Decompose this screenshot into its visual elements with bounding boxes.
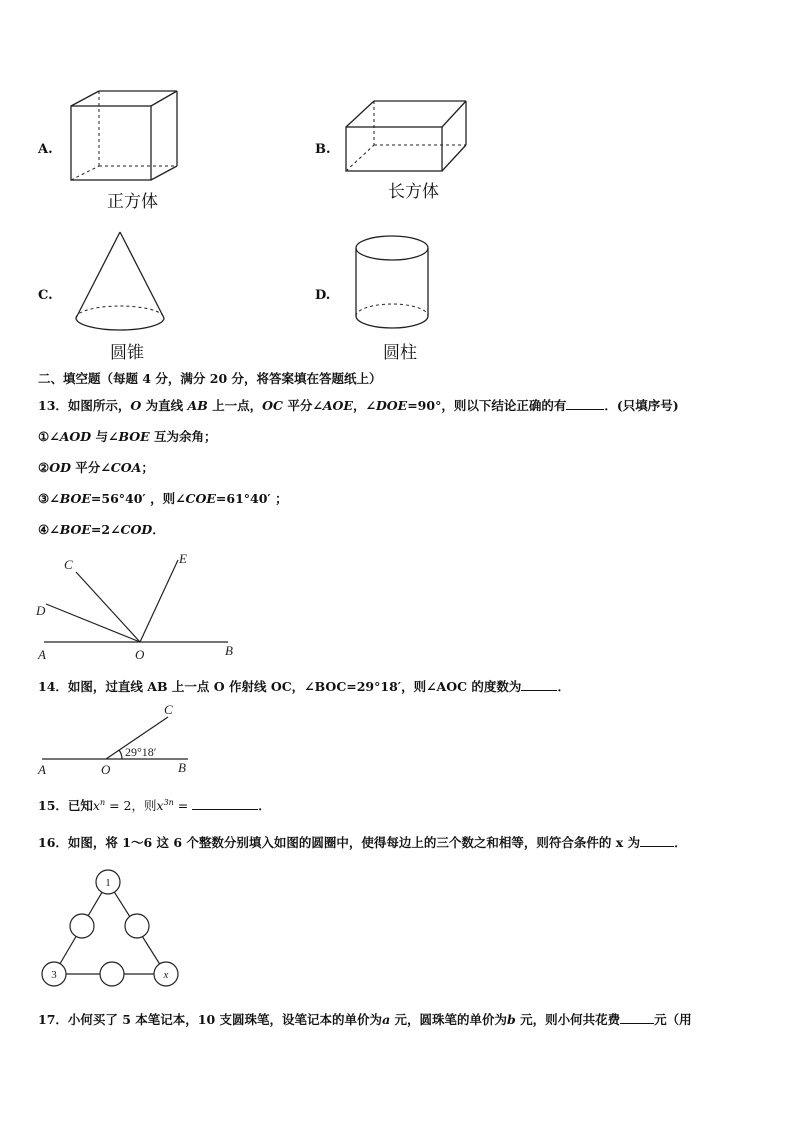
cone-figure xyxy=(70,228,170,338)
q13-text: ， xyxy=(352,398,366,413)
option-b-caption: 长方体 xyxy=(388,182,439,202)
circle-left-mid xyxy=(70,914,94,938)
item-expr: ∠BOE xyxy=(49,491,91,506)
q15-variable-x: x xyxy=(92,798,100,813)
q13-answer-blank[interactable] xyxy=(566,397,604,410)
q14-number: 14． xyxy=(38,679,68,694)
q14-label-c: C xyxy=(164,702,173,717)
q15-text: ． xyxy=(258,798,271,813)
q13-item-2 xyxy=(38,458,154,476)
question-15 xyxy=(38,796,271,814)
q13-text: 为直线 xyxy=(141,398,188,413)
item-expr: ∠AOD xyxy=(49,429,92,444)
cuboid-figure xyxy=(342,97,472,177)
q13-angle-figure xyxy=(30,548,240,663)
option-c-caption: 圆锥 xyxy=(110,343,144,363)
item-text: ； xyxy=(141,460,154,475)
q13-item-3 xyxy=(38,489,288,507)
q14-answer-blank[interactable] xyxy=(521,678,557,691)
item-expr: ∠COD xyxy=(110,522,153,537)
option-d-label: D. xyxy=(315,288,331,303)
q13-text: ．(只填序号) xyxy=(604,398,679,413)
option-a-caption: 正方体 xyxy=(107,192,158,212)
q14-label-a: A xyxy=(38,762,46,777)
q16-text: 如图，将 1～6 这 6 个整数分别填入如图的圆圈中，使得每边上的三个数之和相等，则符合条件的 x 为 xyxy=(67,835,641,850)
q15-text: 已知 xyxy=(67,798,93,813)
question-17 xyxy=(38,1010,692,1028)
section-header: 二、填空题（每题 4 分，满分 20 分，将答案填在答题纸上） xyxy=(38,371,382,386)
q16-answer-blank[interactable] xyxy=(640,834,674,847)
item-expr: OD xyxy=(49,460,71,475)
item-marker: ③ xyxy=(38,491,50,506)
q17-number: 17． xyxy=(38,1012,68,1027)
q17-text: 元，圆珠笔的单价为 xyxy=(390,1012,508,1027)
option-d-caption: 圆柱 xyxy=(383,343,417,363)
q14-angle-figure xyxy=(30,700,200,778)
item-marker: ② xyxy=(38,460,50,475)
item-expr: ∠COE xyxy=(175,491,216,506)
q13-item-1 xyxy=(38,427,217,445)
q13-text: 平分 xyxy=(283,398,313,413)
item-text: 平分 xyxy=(70,460,101,475)
q13-text: =90°，则以下结论正确的有 xyxy=(407,398,567,413)
option-b-label: B. xyxy=(315,142,331,157)
q13-ray-oc: OC xyxy=(262,398,283,413)
q15-text: = 2，则 xyxy=(105,798,157,813)
q17-text: 元，则小何共花费 xyxy=(515,1012,621,1027)
q16-triangle-figure xyxy=(38,866,183,990)
q15-answer-blank[interactable] xyxy=(192,797,258,810)
q17-variable-a: a xyxy=(382,1012,391,1027)
item-expr: ∠COA xyxy=(100,460,142,475)
q16-top-number: 1 xyxy=(105,877,111,889)
q14-angle-label: 29°18′ xyxy=(125,745,157,759)
q13-angle-aoe: ∠AOE xyxy=(312,398,353,413)
q16-number: 16． xyxy=(38,835,68,850)
item-marker: ① xyxy=(38,429,50,444)
circle-bottom-mid xyxy=(100,962,124,986)
circle-right-mid xyxy=(125,914,149,938)
q16-left-number: 3 xyxy=(51,969,57,981)
q13-label-c: C xyxy=(64,557,73,572)
item-expr: ∠BOE xyxy=(49,522,91,537)
item-text: =61°40′ ； xyxy=(215,491,288,506)
q14-label-b: B xyxy=(178,760,186,775)
q15-text: = xyxy=(173,798,189,813)
q13-label-e: E xyxy=(179,551,187,566)
q13-item-4 xyxy=(38,520,165,538)
q14-label-o: O xyxy=(101,762,111,777)
q16-right-variable: x xyxy=(163,969,169,981)
q15-number: 15． xyxy=(38,798,68,813)
q13-label-a: A xyxy=(38,647,46,662)
q17-text: 元（用 xyxy=(654,1012,692,1027)
q13-label-b: B xyxy=(225,643,233,658)
q13-point-o: O xyxy=(130,398,142,413)
q17-variable-b: b xyxy=(507,1012,516,1027)
q13-text: 如图所示， xyxy=(67,398,131,413)
q13-line-ab: AB xyxy=(187,398,208,413)
question-16 xyxy=(38,833,687,851)
q13-text: 上一点， xyxy=(207,398,263,413)
q16-text: ． xyxy=(674,835,687,850)
q13-label-d: D xyxy=(36,603,46,618)
q17-answer-blank[interactable] xyxy=(620,1011,654,1024)
q17-text: 小何买了 5 本笔记本，10 支圆珠笔，设笔记本的单价为 xyxy=(67,1012,383,1027)
option-a-label: A. xyxy=(38,142,53,157)
q15-variable-x: x xyxy=(156,798,164,813)
option-c-label: C. xyxy=(38,288,53,303)
item-text: 互为余角； xyxy=(149,429,217,444)
question-13 xyxy=(38,396,679,414)
question-14 xyxy=(38,677,570,695)
q15-exponent: 3n xyxy=(163,797,174,807)
item-expr: ∠BOE xyxy=(107,429,150,444)
item-text: 与 xyxy=(91,429,108,444)
q13-number: 13． xyxy=(38,398,68,413)
item-marker: ④ xyxy=(38,522,50,537)
item-text: ． xyxy=(152,522,165,537)
q13-label-o: O xyxy=(135,647,145,662)
item-text: =56°40′ ，则 xyxy=(90,491,176,506)
cube-figure xyxy=(65,88,185,188)
item-text: =2 xyxy=(90,522,111,537)
q15-exponent: n xyxy=(99,797,106,807)
q14-text: 如图，过直线 AB 上一点 O 作射线 OC，∠BOC=29°18′，则∠AOC 的度数为 xyxy=(67,679,522,694)
q13-angle-doe: ∠DOE xyxy=(365,398,408,413)
q14-text: ． xyxy=(557,679,570,694)
cylinder-figure xyxy=(350,232,434,342)
